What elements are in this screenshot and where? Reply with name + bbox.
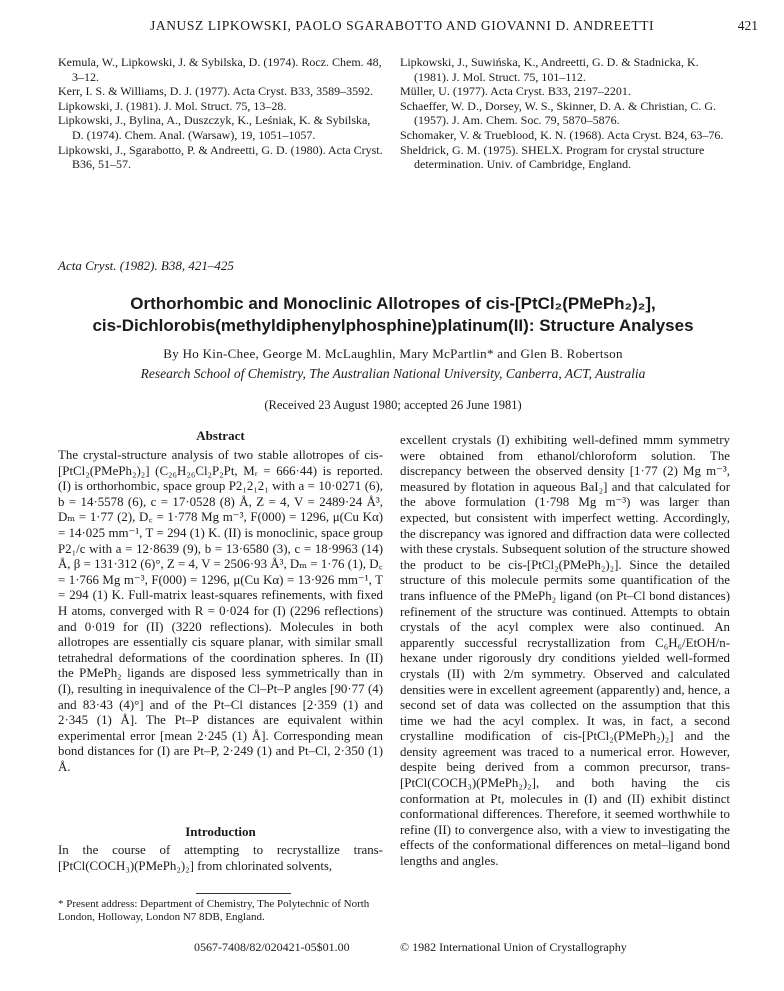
introduction-heading: Introduction (185, 824, 256, 839)
reference-item: Lipkowski, J., Suwińska, K., Andreetti, G. D. & Stadnicka, K. (1981). J. Mol. Struct. 75, 101–112. (400, 55, 699, 84)
introduction-text: In the course of attempting to recrystallize trans-[PtCl(COCH₃)(PMePh₂)₂] from chlorinated solvents, (58, 843, 383, 873)
received-dates: (Received 23 August 1980; accepted 26 June 1981) (264, 398, 522, 412)
reference-item: Lipkowski, J., Bylina, A., Duszczyk, K., Leśniak, K. & Sybilska, D. (1974). Chem. Anal. (Warsaw), 19, 1051–1057. (58, 113, 371, 142)
abstract-body (58, 448, 383, 775)
author-byline: By Ho Kin-Chee, George M. McLaughlin, Mary McPartlin* and Glen B. Robertson (163, 346, 623, 361)
reference-item: Lipkowski, J., Sgarabotto, P. & Andreetti, G. D. (1980). Acta Cryst. B36, 51–57. (58, 142, 383, 172)
running-header-authors: JANUSZ LIPKOWSKI, PAOLO SGARABOTTO AND GIOVANNI D. ANDREETTI (150, 18, 655, 33)
reference-item: Kemula, W., Lipkowski, J. & Sybilska, D. (1974). Rocz. Chem. 48, 3–12. (58, 55, 382, 84)
copyright-notice: © 1982 International Union of Crystallography (400, 940, 627, 954)
footnote-rule (196, 893, 291, 894)
reference-item: Müller, U. (1977). Acta Cryst. B33, 2197–2201. (400, 84, 631, 99)
article-code: 0567-7408/82/020421-05$01.00 (194, 940, 350, 954)
reference-item: Lipkowski, J. (1981). J. Mol. Struct. 75, 13–28. (58, 98, 287, 113)
reference-item: Schomaker, V. & Trueblood, K. N. (1968). Acta Cryst. B24, 63–76. (400, 127, 724, 142)
page-number: 421 (737, 18, 758, 33)
reference-item: Kerr, I. S. & Williams, D. J. (1977). Acta Cryst. B33, 3589–3592. (58, 84, 374, 99)
references-right (400, 55, 730, 172)
journal-citation: Acta Cryst. (1982). B38, 421–425 (58, 258, 234, 273)
article-title-line-2: cis-Dichlorobis(methyldiphenylphosphine)platinum(II): Structure Analyses (92, 316, 694, 335)
author-affiliation: Research School of Chemistry, The Australian National University, Canberra, ACT, Australia (140, 366, 646, 381)
article-title-line-1: Orthorhombic and Monoclinic Allotropes of cis-[PtCl₂(PMePh₂)₂], (130, 294, 656, 313)
reference-item: Sheldrick, G. M. (1975). SHELX. Program for crystal structure determination. Univ. of Cambridge, England. (400, 142, 705, 172)
footnote: * Present address: Department of Chemistry, The Polytechnic of North London, Holloway, London N7 8DB, England. (58, 898, 370, 924)
abstract-heading: Abstract (196, 428, 245, 443)
running-header (58, 18, 758, 38)
abstract-text: The crystal-structure analysis of two stable allotropes of cis-[PtCl₂(PMePh₂)₂] (C₂₆H₂₆Cl₂P₂Pt, Mᵣ = 666·44) is reported. (I) is orthorhombic, space group P2₁2₁2₁ with a = 10·0271 (6), b = 14·5578 (6), c = 17·0528 (8) Å, Z = 4, V = 2489·24 Å³, Dₘ = 1·77 (2), D꜀ = 1·778 Mg m⁻³, F(000) = 1296, μ(Cu Kα) = 14·025 mm⁻¹, T = 294 (1) K. (II) is monoclinic, space group P2₁/c with a = 12·8639 (9), b = 13·6580 (3), c = 18·9963 (14) Å, β = 131·312 (6)°, Z = 4, V = 2506·93 Å³, Dₘ = 1·76 (1), D꜀ = 1·766 Mg m⁻³, F(000) = 1296, μ(Cu Kα) = 13·926 mm⁻¹, T = 294 (1) K. Full-matrix least-squares refinements, with fixed H atoms, converged with R = 0·024 for (I) (2296 reflections) and 0·019 for (II) (3220 reflections). Molecules in both allotropes are essentially cis square planar, with similar small tetrahedral deformations of the coordination spheres. In (II) the PMePh₂ ligands are disposed less symmetrically than in (I), resulting in inequivalence of the Cl–Pt–P angles [90·77 (4) and 83·43 (4)°] and of the Pt–Cl distances [2·359 (1) and 2·345 (1) Å]. The Pt–P distances are equivalent within experimental error [mean 2·245 (1) Å]. Corresponding mean bond distances for (I) are Pt–P, 2·249 (1) and Pt–Cl, 2·350 (1) Å. (58, 448, 383, 774)
right-column-body (400, 433, 730, 870)
introduction-body (58, 843, 383, 874)
right-column-text: excellent crystals (I) exhibiting well-defined mmm symmetry were obtained from ethanol/chloroform solution. The discrepancy between the observed density [1·77 (2) Mg m⁻³, measured by flotation in aqueous BaI₂] and that calculated for the above formulation (1·798 Mg m⁻³) was larger than expected, but consistent with imperfect wetting. Accordingly, the discrepancy was ignored and diffraction data were collected with these crystals. Subsequent solution of the structure showed the product to be cis-[PtCl₂(PMePh₂)₂]. Since the detailed structure of this molecule permits some quantification of the trans influence of the PMePh₂ ligand (on Pt–Cl bond distances) refinement of the structure was continued. Attempts to obtain crystals of the acyl complex were also continued. An apparently successful recrystallization from C₆H₆/EtOH/n-hexane under rigorously dry conditions yielded well-formed crystals (II) with 2/m symmetry. Observed and calculated densities were in excellent agreement (apparently) and, hence, a second set of data was collected on the assumption that this time we had the acyl complex. It was, in fact, a second crystalline modification of cis-[PtCl₂(PMePh₂)₂] and the density agreement was traced to a numerical error. However, despite being derived from a common precursor, trans-[PtCl(COCH₃)(PMePh₂)₂], and both having the cis conformation at Pt, molecules in (I) and (II) exhibit distinct conformational differences. Therefore, it seemed worthwhile to refine (II) to convergence also, with a view to investigating the effects of the conformational differences on metal–ligand bond lengths and angles. (400, 433, 730, 869)
references-left (58, 55, 383, 172)
reference-item: Schaeffer, W. D., Dorsey, W. S., Skinner, D. A. & Christian, C. G. (1957). J. Am. Chem. Soc. 79, 5870–5876. (400, 98, 717, 128)
